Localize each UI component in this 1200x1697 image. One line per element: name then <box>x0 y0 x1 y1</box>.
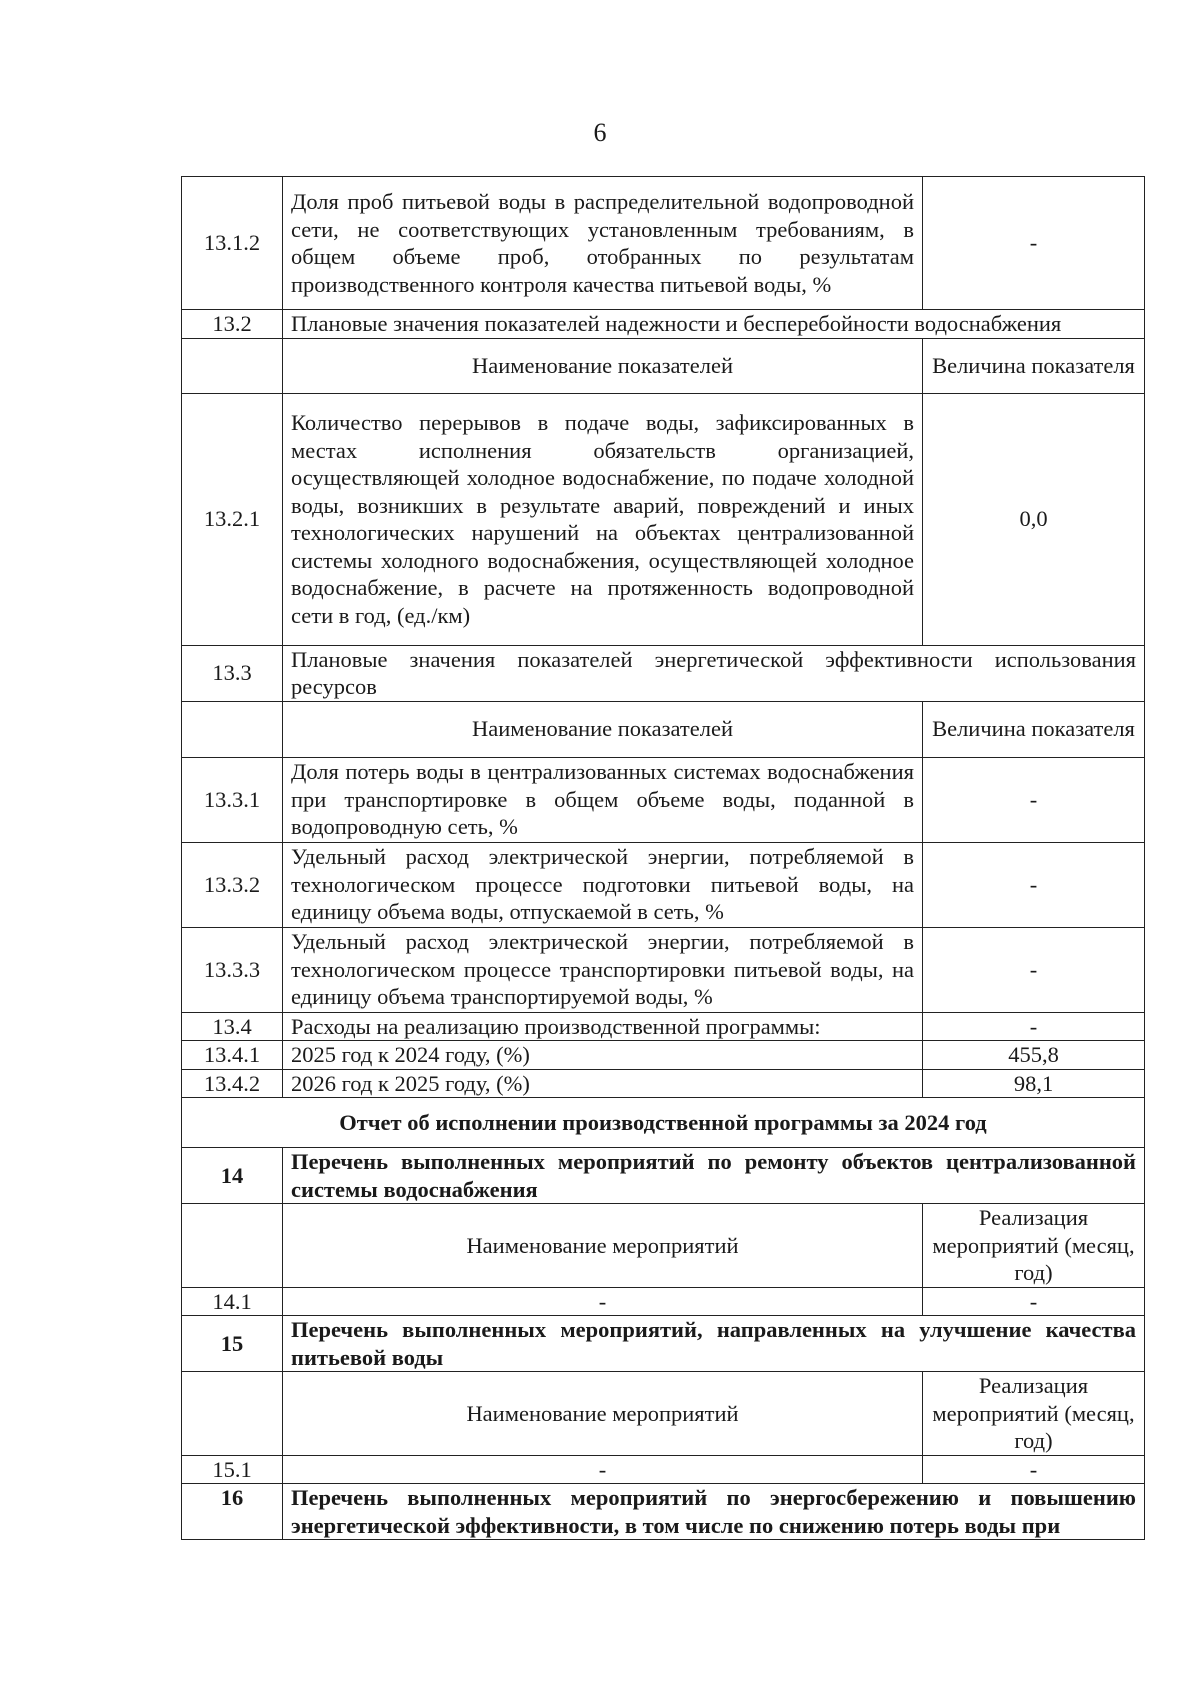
row-number: 13.2.1 <box>182 393 283 645</box>
indicator-value: - <box>923 1012 1145 1041</box>
header-row-14 <box>182 1204 1145 1288</box>
indicator-description: Удельный расход электрической энергии, потребляемой в технологическом процессе подготовки питьевой воды, на единицу объема воды, отпускаемой в сеть, % <box>283 842 923 927</box>
indicator-value: 0,0 <box>923 393 1145 645</box>
row-15 <box>182 1316 1145 1372</box>
measure-date: - <box>923 1455 1145 1484</box>
empty-cell <box>182 338 283 393</box>
indicator-description: Расходы на реализацию производственной программы: <box>283 1012 923 1041</box>
measure-date: - <box>923 1287 1145 1316</box>
column-header-name: Наименование показателей <box>283 338 923 393</box>
program-table <box>181 176 1145 1540</box>
row-14 <box>182 1148 1145 1204</box>
empty-cell <box>182 701 283 757</box>
page-number: 6 <box>593 118 607 147</box>
indicator-value: - <box>923 757 1145 842</box>
empty-cell <box>182 1204 283 1288</box>
report-title: Отчет об исполнении производственной программы за 2024 год <box>182 1098 1145 1148</box>
indicator-description: Доля потерь воды в централизованных системах водоснабжения при транспортировке в общем объеме воды, поданной в водопроводную сеть, % <box>283 757 923 842</box>
row-13-3-3 <box>182 927 1145 1012</box>
row-number: 13.3.1 <box>182 757 283 842</box>
header-row-13-2 <box>182 338 1145 393</box>
measure-name: - <box>283 1287 923 1316</box>
row-number: 13.3.3 <box>182 927 283 1012</box>
empty-cell <box>182 1372 283 1456</box>
indicator-value: - <box>923 842 1145 927</box>
section-heading: Перечень выполненных мероприятий по ремонту объектов централизованной системы водоснабжения <box>283 1148 1145 1204</box>
row-number: 13.1.2 <box>182 177 283 310</box>
section-number: 13.3 <box>182 645 283 701</box>
column-header-value: Величина показателя <box>923 701 1145 757</box>
row-13-2 <box>182 310 1145 339</box>
column-header-value: Величина показателя <box>923 338 1145 393</box>
row-number: 13.3.2 <box>182 842 283 927</box>
measure-name: - <box>283 1455 923 1484</box>
row-number: 15.1 <box>182 1455 283 1484</box>
row-13-4-2 <box>182 1069 1145 1098</box>
row-13-4 <box>182 1012 1145 1041</box>
row-13-3-2 <box>182 842 1145 927</box>
indicator-value: 98,1 <box>923 1069 1145 1098</box>
section-heading: Перечень выполненных мероприятий, направленных на улучшение качества питьевой воды <box>283 1316 1145 1372</box>
row-14-1 <box>182 1287 1145 1316</box>
row-number: 13.4.1 <box>182 1041 283 1070</box>
row-15-1 <box>182 1455 1145 1484</box>
indicator-description: Количество перерывов в подаче воды, зафиксированных в местах исполнения обязательств организацией, осуществляющей холодное водоснабжение, по подаче холодной воды, возникших в результате аварий, повреждений и иных технологических нарушений на объектах централизованной системы холодного водоснабжения, осуществляющей холодное водоснабжение, в расчете на протяженность водопроводной сети в год, (ед./км) <box>283 393 923 645</box>
column-header-value: Реализация мероприятий (месяц, год) <box>923 1204 1145 1288</box>
indicator-description: 2025 год к 2024 году, (%) <box>283 1041 923 1070</box>
section-number: 13.2 <box>182 310 283 339</box>
row-13-1-2 <box>182 177 1145 310</box>
section-number: 16 <box>182 1484 283 1540</box>
report-title-row <box>182 1098 1145 1148</box>
indicator-value: - <box>923 177 1145 310</box>
row-13-3 <box>182 645 1145 701</box>
section-heading: Плановые значения показателей надежности и бесперебойности водоснабжения <box>283 310 1145 339</box>
row-number: 13.4.2 <box>182 1069 283 1098</box>
row-16 <box>182 1484 1145 1540</box>
indicator-value: 455,8 <box>923 1041 1145 1070</box>
column-header-name: Наименование мероприятий <box>283 1372 923 1456</box>
row-13-3-1 <box>182 757 1145 842</box>
indicator-description: Доля проб питьевой воды в распределительной водопроводной сети, не соответствующих установленным требованиям, в общем объеме проб, отобранных по результатам производственного контроля качества питьевой воды, % <box>283 177 923 310</box>
row-13-4-1 <box>182 1041 1145 1070</box>
indicator-description: 2026 год к 2025 году, (%) <box>283 1069 923 1098</box>
section-heading: Перечень выполненных мероприятий по энергосбережению и повышению энергетической эффективности, в том числе по снижению потерь воды при <box>283 1484 1145 1540</box>
header-row-15 <box>182 1372 1145 1456</box>
section-number: 14 <box>182 1148 283 1204</box>
column-header-name: Наименование показателей <box>283 701 923 757</box>
column-header-value: Реализация мероприятий (месяц, год) <box>923 1372 1145 1456</box>
indicator-value: - <box>923 927 1145 1012</box>
row-number: 14.1 <box>182 1287 283 1316</box>
column-header-name: Наименование мероприятий <box>283 1204 923 1288</box>
row-13-2-1 <box>182 393 1145 645</box>
section-number: 15 <box>182 1316 283 1372</box>
indicator-description: Удельный расход электрической энергии, потребляемой в технологическом процессе транспортировки питьевой воды, на единицу объема транспортируемой воды, % <box>283 927 923 1012</box>
row-number: 13.4 <box>182 1012 283 1041</box>
header-row-13-3 <box>182 701 1145 757</box>
section-heading: Плановые значения показателей энергетической эффективности использования ресурсов <box>283 645 1145 701</box>
